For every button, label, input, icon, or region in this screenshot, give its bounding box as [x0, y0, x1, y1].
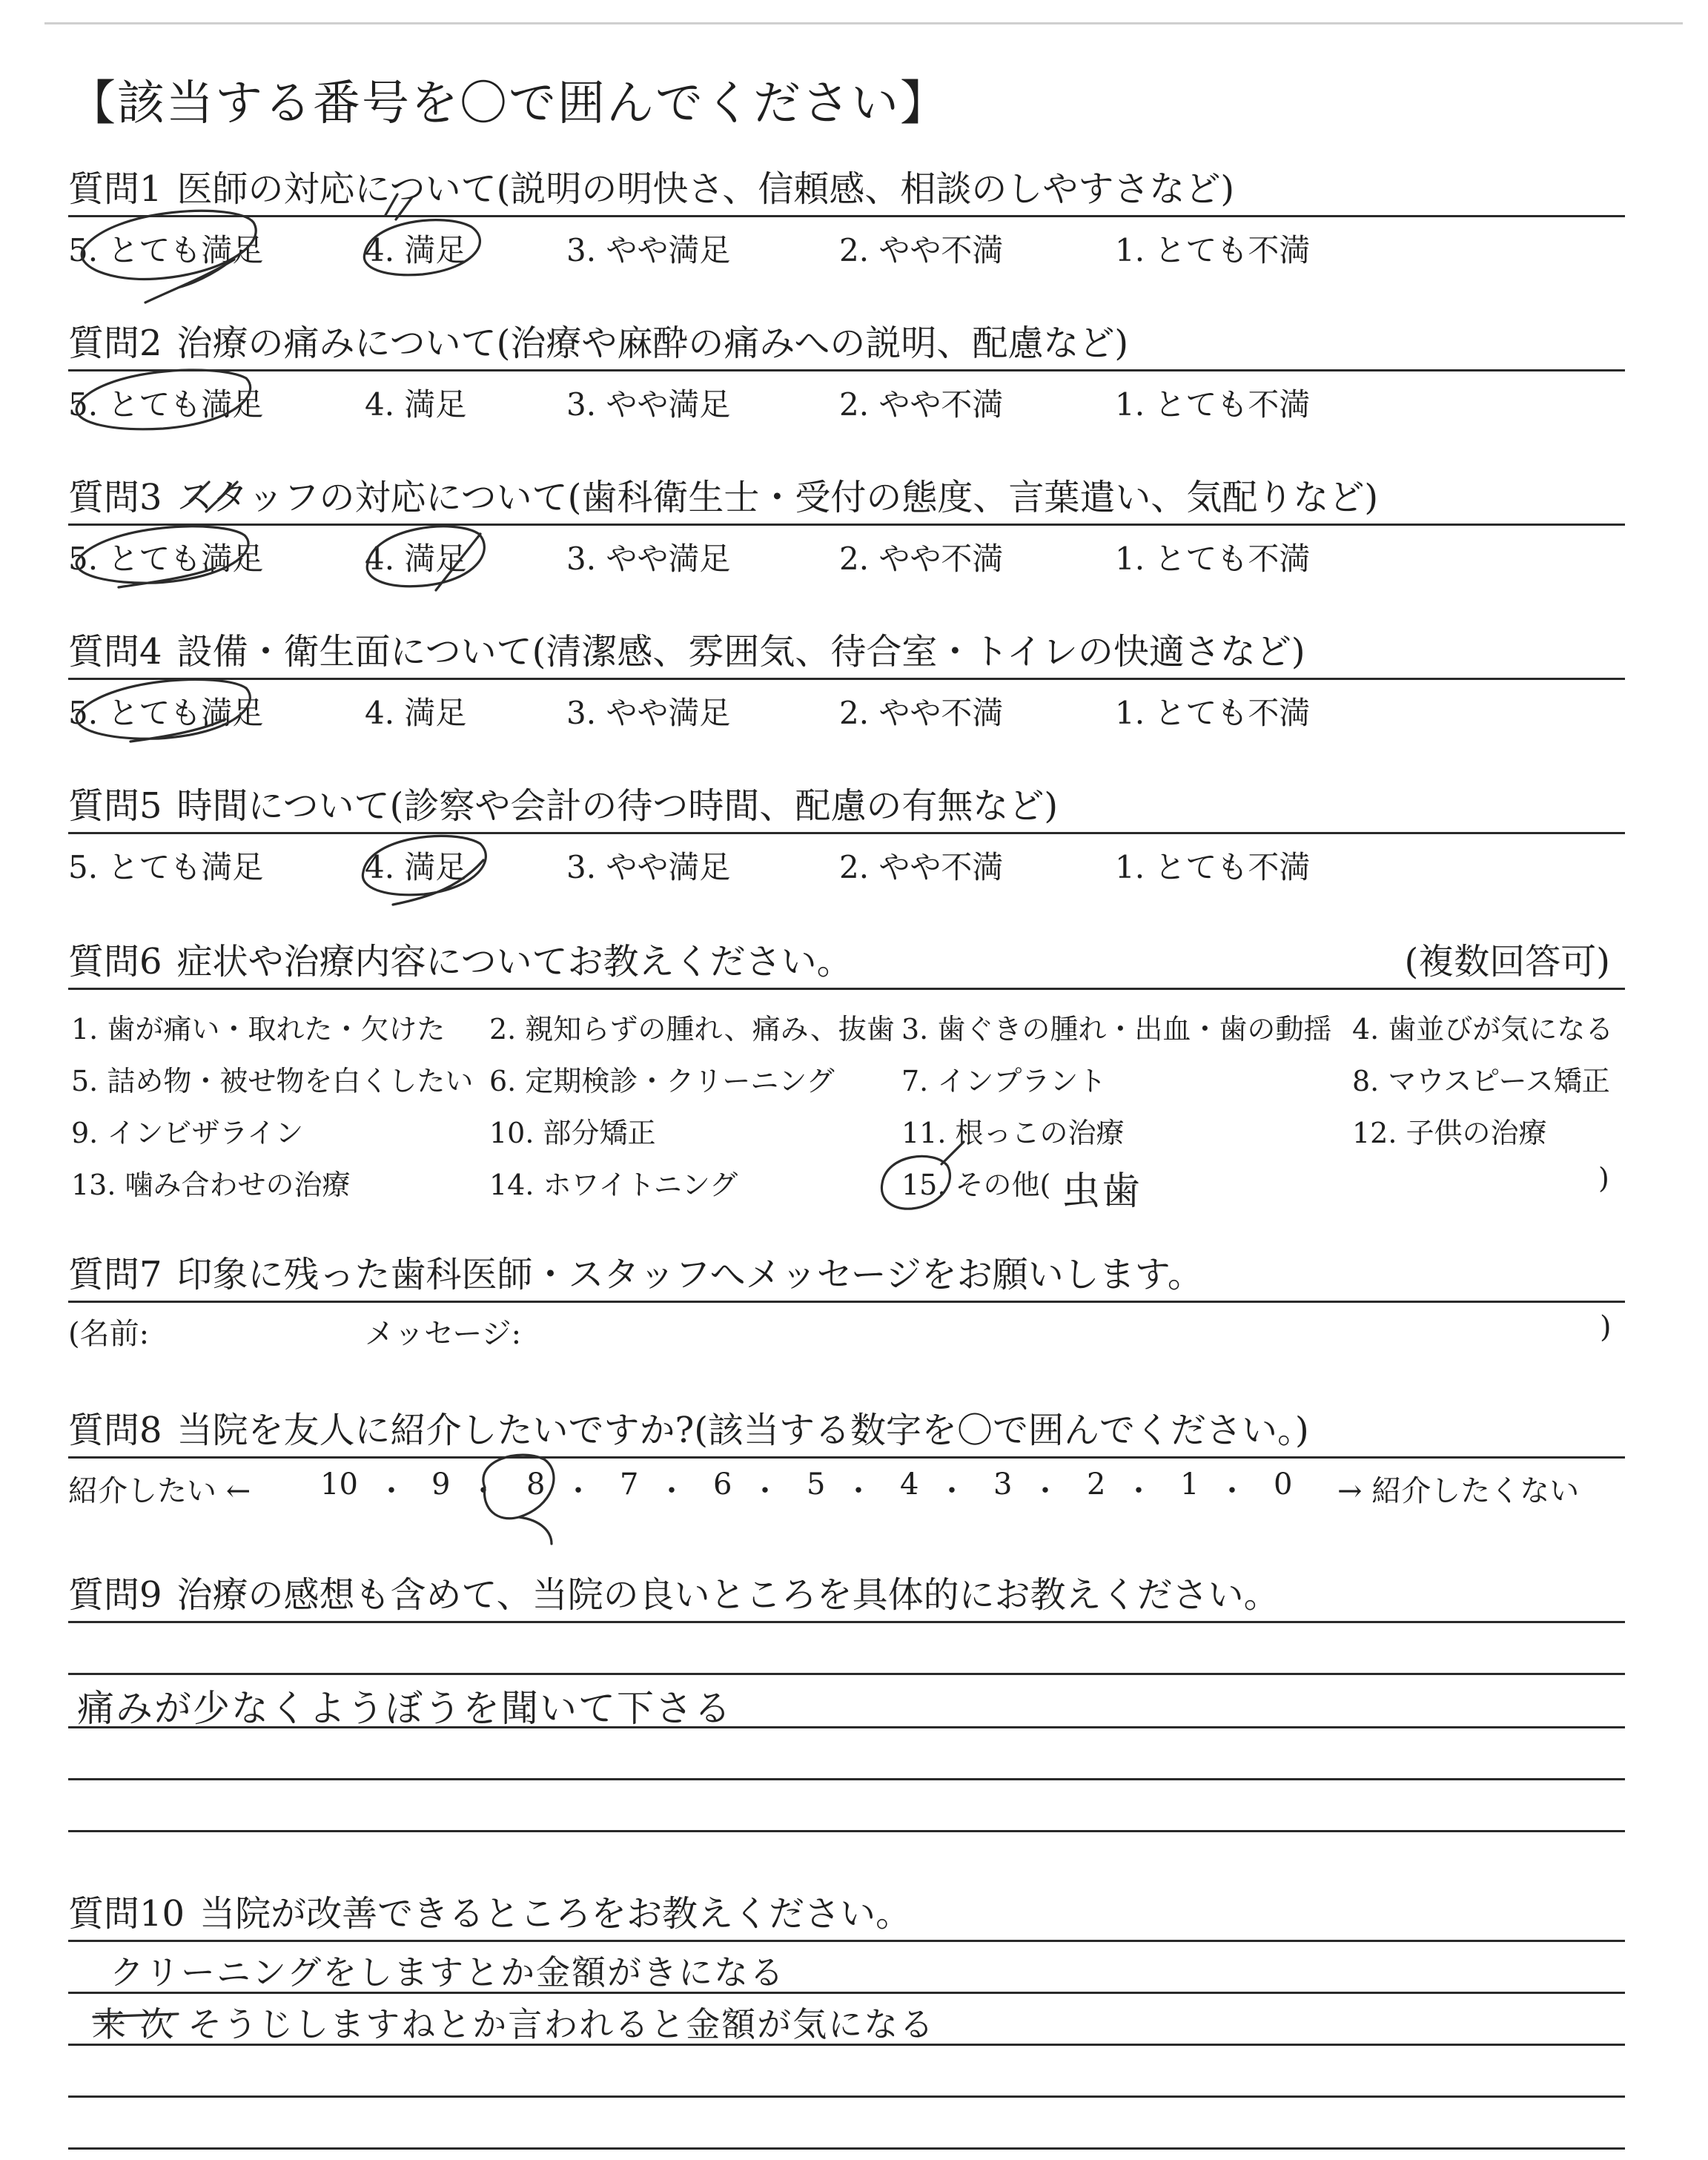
question-4 — [68, 626, 1625, 739]
question-number: 質問6 — [68, 941, 162, 982]
option-4[interactable]: 4. 満足 — [365, 541, 467, 577]
question-7 — [68, 1249, 1625, 1355]
option-2[interactable]: 2. やや不満 — [839, 386, 1004, 423]
option-4[interactable]: 4. 満足 — [365, 386, 467, 423]
option-5[interactable]: 5. とても満足 — [68, 541, 264, 577]
q10-answer-line-1-handwritten[interactable]: クリーニングをしますとか金額がきになる — [110, 1952, 786, 1992]
instruction-header: 【該当する番号を〇で囲んでください】 — [68, 76, 949, 131]
question-7-title — [68, 1249, 1625, 1301]
question-text: 治療の感想も含めて、当院の良いところを具体的にお教えください。 — [176, 1574, 1280, 1616]
option-5[interactable]: 5. とても満足 — [68, 232, 264, 268]
question-number: 質問7 — [68, 1254, 162, 1295]
option-3[interactable]: 3. やや満足 — [566, 232, 731, 268]
option-1[interactable]: 1. とても不満 — [1115, 232, 1311, 268]
question-3 — [68, 472, 1625, 585]
scale-9[interactable]: 9 — [431, 1467, 451, 1502]
name-label: (名前: — [68, 1317, 150, 1351]
option-3[interactable]: 3. やや満足 — [566, 695, 731, 731]
option-3[interactable]: 3. やや満足 — [566, 386, 731, 423]
rating-options — [68, 371, 1625, 431]
scale-dot: ・ — [469, 1474, 498, 1508]
option-1[interactable]: 1. とても不満 — [1115, 849, 1311, 885]
answer-line — [68, 2095, 1625, 2098]
question-number: 質問8 — [68, 1410, 162, 1451]
option-1[interactable]: 1. とても不満 — [1115, 695, 1311, 731]
scale-dot: ・ — [1030, 1474, 1060, 1508]
question-number: 質問2 — [68, 323, 162, 364]
scale-1[interactable]: 1 — [1180, 1467, 1199, 1502]
scale-3[interactable]: 3 — [993, 1467, 1013, 1502]
question-text: 症状や治療内容についてお教えください。 — [176, 941, 853, 982]
option-5[interactable]: 5. とても満足 — [68, 386, 264, 423]
recommend-scale — [68, 1459, 1625, 1518]
question-text: 印象に残った歯科医師・スタッフへメッセージをお願いします。 — [176, 1254, 1203, 1295]
scale-dot: ・ — [844, 1474, 873, 1508]
scale-4[interactable]: 4 — [900, 1467, 919, 1502]
option-1[interactable]: 1. とても不満 — [1115, 541, 1311, 577]
option-3[interactable]: 3. やや満足 — [566, 541, 731, 577]
other-answer-handwritten[interactable]: 虫歯 — [1062, 1169, 1142, 1214]
option-15-other[interactable]: 15. その他( — [901, 1169, 1051, 1201]
option-5[interactable]: 5. 詰め物・被せ物を白くしたい — [71, 1065, 474, 1097]
symptom-options — [68, 990, 1625, 1205]
answer-line — [68, 1621, 1625, 1623]
option-1[interactable]: 1. 歯が痛い・取れた・欠けた — [71, 1013, 446, 1046]
question-3-title — [68, 472, 1625, 524]
scale-dot: ・ — [1124, 1474, 1153, 1508]
question-1-title — [68, 163, 1625, 215]
q10-answer-line-2-handwritten[interactable]: 来 次 そうじしますねとか言われると金額が気になる — [92, 2004, 936, 2044]
scale-dot: ・ — [377, 1474, 406, 1508]
answer-line — [68, 1830, 1625, 1832]
question-10 — [68, 1888, 1625, 1940]
question-1 — [68, 163, 1625, 277]
question-9 — [68, 1569, 1625, 1621]
question-text: 設備・衛生面について(清潔感、雰囲気、待合室・トイレの快適さなど) — [176, 631, 1305, 673]
scale-7[interactable]: 7 — [620, 1467, 639, 1502]
question-5 — [68, 780, 1625, 894]
scale-6[interactable]: 6 — [713, 1467, 732, 1502]
q9-answer-handwritten[interactable]: 痛みが少なくようぼうを聞いて下さる — [77, 1687, 732, 1730]
question-5-title — [68, 780, 1625, 832]
question-4-title — [68, 626, 1625, 678]
option-13[interactable]: 13. 噛み合わせの治療 — [71, 1169, 351, 1201]
scale-dot: ・ — [1217, 1474, 1247, 1508]
rating-options — [68, 526, 1625, 585]
question-text: 当院を友人に紹介したいですか?(該当する数字を〇で囲んでください。) — [176, 1410, 1309, 1451]
question-10-title — [68, 1888, 1625, 1940]
scale-5[interactable]: 5 — [807, 1467, 826, 1502]
option-6[interactable]: 6. 定期検診・クリーニング — [489, 1065, 835, 1097]
scale-2[interactable]: 2 — [1087, 1467, 1106, 1502]
option-4[interactable]: 4. 満足 — [365, 695, 467, 731]
question-number: 質問3 — [68, 477, 162, 518]
rating-options — [68, 680, 1625, 739]
answer-line — [68, 1778, 1625, 1780]
question-9-title — [68, 1569, 1625, 1621]
option-4[interactable]: 4. 歯並びが気になる — [1352, 1013, 1614, 1046]
question-number: 質問10 — [68, 1893, 185, 1935]
question-2-title — [68, 317, 1625, 369]
option-7[interactable]: 7. インプラント — [901, 1065, 1107, 1097]
answer-line — [68, 1673, 1625, 1675]
option-2[interactable]: 2. やや不満 — [839, 541, 1004, 577]
option-5[interactable]: 5. とても満足 — [68, 695, 264, 731]
question-number: 質問1 — [68, 168, 162, 210]
scale-0[interactable]: 0 — [1274, 1467, 1293, 1502]
question-2 — [68, 317, 1625, 431]
question-text: 治療の痛みについて(治療や麻酔の痛みへの説明、配慮など) — [176, 323, 1129, 364]
option-1[interactable]: 1. とても不満 — [1115, 386, 1311, 423]
option-8[interactable]: 8. マウスピース矯正 — [1352, 1065, 1610, 1097]
option-4[interactable]: 4. 満足 — [365, 232, 467, 268]
scale-dot: ・ — [657, 1474, 686, 1508]
option-3[interactable]: 3. 歯ぐきの腫れ・出血・歯の動揺 — [901, 1013, 1332, 1046]
option-9[interactable]: 9. インビザライン — [71, 1117, 304, 1149]
question-8 — [68, 1404, 1625, 1518]
scale-dot: ・ — [750, 1474, 780, 1508]
top-border — [44, 22, 1683, 24]
question-text: 医師の対応について(説明の明快さ、信頼感、相談のしやすさなど) — [176, 168, 1235, 210]
scale-right-label: → 紹介したくない — [1337, 1474, 1580, 1508]
question-8-title — [68, 1404, 1625, 1456]
question-number: 質問4 — [68, 631, 162, 673]
question-text: スタッフの対応について(歯科衛生士・受付の態度、言葉遣い、気配りなど) — [176, 477, 1379, 518]
multiple-answer-note: (複数回答可) — [1404, 941, 1610, 982]
message-row — [68, 1303, 1625, 1355]
question-number: 質問9 — [68, 1574, 162, 1616]
option-14[interactable]: 14. ホワイトニング — [489, 1169, 738, 1201]
scale-left-label: 紹介したい ← — [68, 1474, 251, 1508]
option-10[interactable]: 10. 部分矯正 — [489, 1117, 656, 1149]
option-5[interactable]: 5. とても満足 — [68, 849, 264, 885]
message-close-paren: ) — [1600, 1310, 1612, 1344]
rating-options — [68, 217, 1625, 277]
option-2[interactable]: 2. 親知らずの腫れ、痛み、抜歯 — [489, 1013, 895, 1046]
option-2[interactable]: 2. やや不満 — [839, 695, 1004, 731]
question-6-title — [68, 936, 1625, 988]
rating-options — [68, 834, 1625, 894]
question-6 — [68, 936, 1625, 1205]
message-label: メッセージ: — [365, 1317, 522, 1351]
option-12[interactable]: 12. 子供の治療 — [1352, 1117, 1547, 1149]
question-text: 時間について(診察や会計の待つ時間、配慮の有無など) — [176, 785, 1059, 827]
scale-dot: ・ — [563, 1474, 593, 1508]
other-close-paren: ) — [1598, 1162, 1609, 1195]
scale-10[interactable]: 10 — [320, 1467, 358, 1502]
scale-8[interactable]: 8 — [526, 1467, 546, 1502]
question-text: 当院が改善できるところをお教えください。 — [199, 1893, 912, 1935]
option-2[interactable]: 2. やや不満 — [839, 232, 1004, 268]
question-number: 質問5 — [68, 785, 162, 827]
option-3[interactable]: 3. やや満足 — [566, 849, 731, 885]
option-4[interactable]: 4. 満足 — [365, 849, 467, 885]
answer-line — [68, 2147, 1625, 2150]
answer-line — [68, 1940, 1625, 1942]
option-2[interactable]: 2. やや不満 — [839, 849, 1004, 885]
option-11[interactable]: 11. 根っこの治療 — [901, 1117, 1125, 1149]
scale-dot: ・ — [937, 1474, 967, 1508]
